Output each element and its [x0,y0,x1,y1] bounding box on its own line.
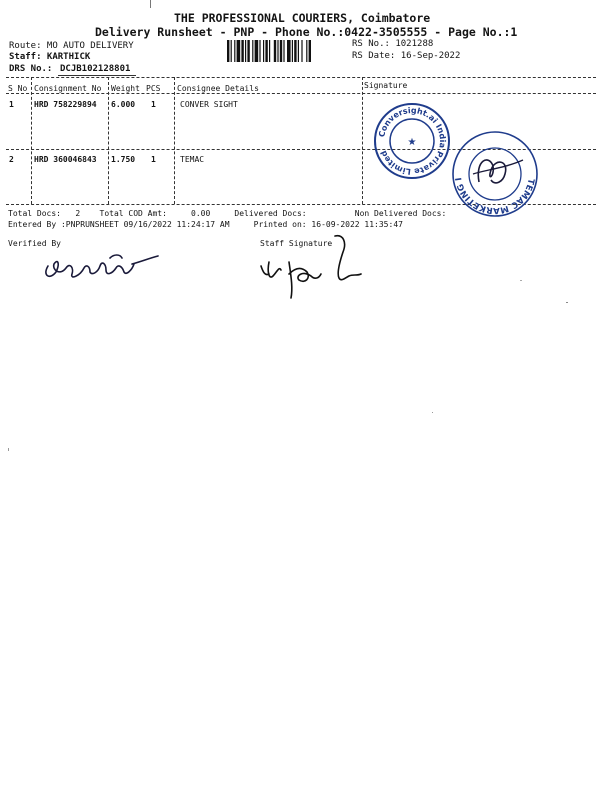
speck [432,412,433,413]
barcode-bar [306,40,307,62]
row1-sno: 1 [9,100,14,109]
barcode-bar [280,40,282,62]
header-consignment: Consignment No [34,84,102,93]
staff-signature-label: Staff Signature [260,239,333,248]
staff-signature [255,232,365,302]
table-header-rule [6,93,596,94]
barcode-bar [269,40,270,62]
barcode-bar [277,40,278,62]
verified-by-label: Verified By [8,239,61,248]
svg-text:Conversight.ai India Private L: Conversight.ai India Private Limited [377,105,448,177]
route-text: Route: MO AUTO DELIVERY [9,41,134,51]
header-weight: Weight [111,84,140,93]
barcode-bar [298,40,299,62]
barcode-bar [287,40,291,62]
company-stamp-conversight [372,101,452,181]
row2-weight: 1.750 [111,155,136,164]
staff-text: Staff: KARTHICK [9,52,91,62]
barcode-bar [259,40,260,62]
row2-consignee: TEMAC [180,155,205,164]
company-title: THE PROFESSIONAL COURIERS, Coimbatore [174,11,431,25]
row1-consignment: HRD 758229894 [34,100,97,109]
barcode-bar [234,40,235,62]
rs-date: RS Date: 16-Sep-2022 [352,51,461,61]
row2-sno: 2 [9,155,14,164]
barcode-bar [252,40,253,62]
barcode-bar [231,40,232,62]
row2-consignment: HRD 360046843 [34,155,97,164]
col-divider [362,77,363,204]
header-sno: S No [8,84,28,93]
company-stamp-temac [445,130,545,218]
col-divider [174,77,175,204]
barcode-bar [309,40,311,62]
rs-number: RS No.: 1021288 [352,39,434,49]
drs-label: DRS No.: [9,64,53,74]
entered-by-line: Entered By :PNPRUNSHEET 09/16/2022 11:24:17 AM Printed on: 16-09-2022 11:35:47 [8,220,403,229]
barcode-bar [241,40,243,62]
header-pcs: PCS [146,84,161,93]
row1-weight: 6.000 [111,100,136,109]
header-consignee: Consignee Details [177,84,259,93]
barcode-bar [294,40,296,62]
header-signature: Signature [364,81,408,90]
barcode-bar [227,40,229,62]
verifier-signature [40,246,170,286]
scan-mark [150,0,151,8]
barcode [227,40,345,62]
svg-text:TEMAC MARKETING INDIA PVT LTD: TEMAC MARKETING I [454,176,536,216]
barcode-bar [274,40,276,62]
barcode-bar [247,40,249,62]
barcode-bar [265,40,267,62]
drs-underline [58,75,136,76]
speck [566,302,568,303]
speck [520,280,522,281]
row2-pcs: 1 [151,155,156,164]
drs-value: DCJB102128801 [60,64,131,74]
runsheet-subtitle: Delivery Runsheet - PNP - Phone No.:0422-3505555 - Page No.:1 [95,25,518,39]
totals-line: Total Docs: 2 Total COD Amt: 0.00 Delivered Docs: Non Delivered Docs: [8,209,447,218]
table-top-rule [6,77,596,78]
barcode-bar [255,40,259,62]
speck [8,448,9,451]
barcode-bar [301,40,302,62]
barcode-bar [263,40,264,62]
barcode-bar [283,40,284,62]
barcode-bar [237,40,241,62]
col-divider [31,77,32,204]
barcode-bar [292,40,293,62]
row1-pcs: 1 [151,100,156,109]
svg-text:★: ★ [407,137,417,148]
barcode-bar [245,40,246,62]
row1-consignee: CONVER SIGHT [180,100,238,109]
col-divider [108,77,109,204]
